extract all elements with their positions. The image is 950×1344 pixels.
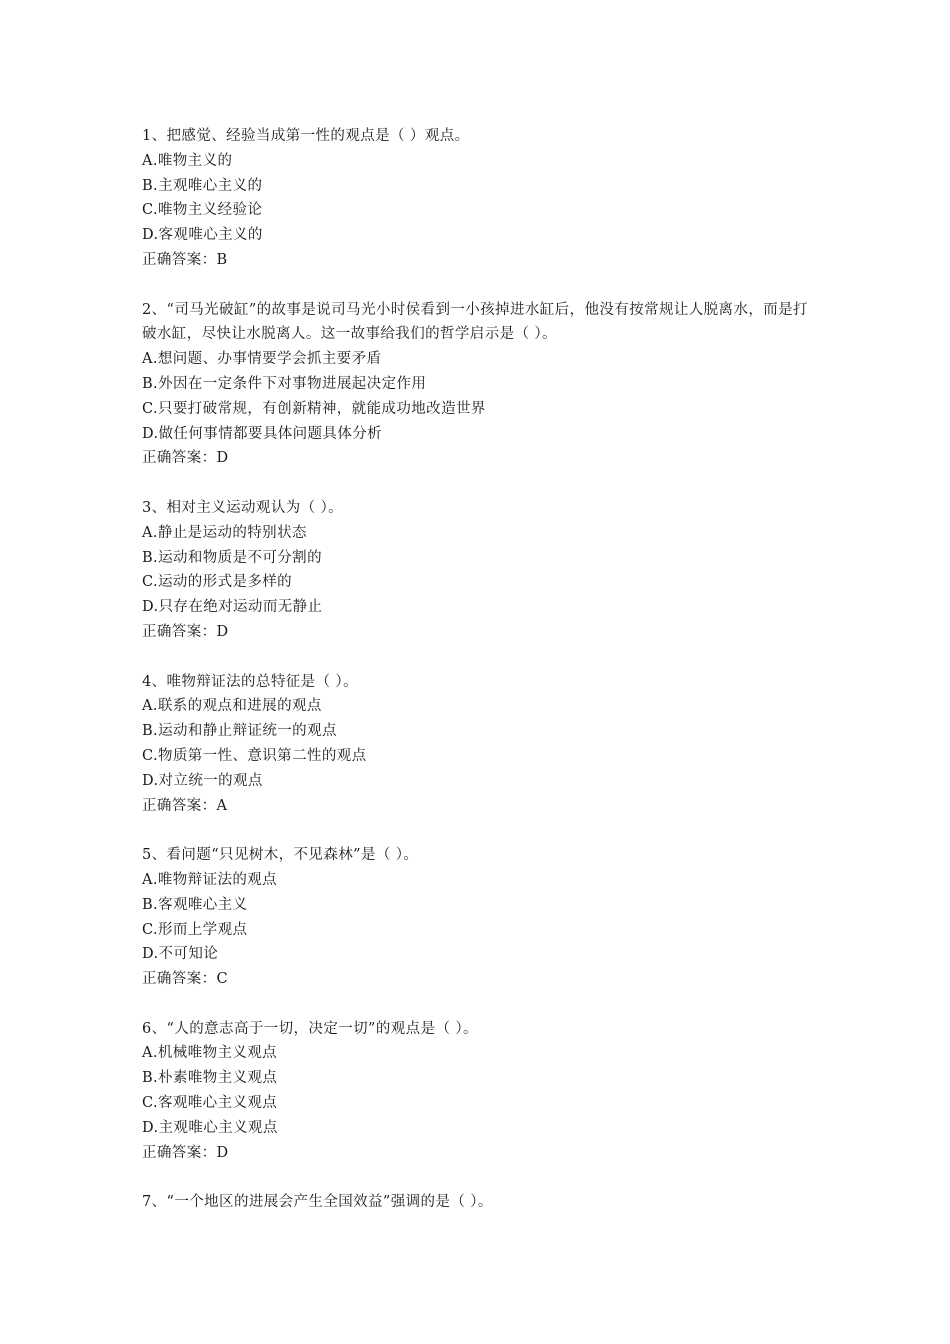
option-c: C.形而上学观点 xyxy=(142,921,248,938)
question-stem: 3、相对主义运动观认为（ ）。 xyxy=(142,499,344,516)
question-stem: 4、唯物辩证法的总特征是（ ）。 xyxy=(142,673,358,690)
option-c: C.只要打破常规，有创新精神，就能成功地改造世界 xyxy=(142,400,486,417)
option-c: C.客观唯心主义观点 xyxy=(142,1095,278,1112)
option-b: B.运动和静止辩证统一的观点 xyxy=(142,723,337,740)
option-d: D.客观唯心主义的 xyxy=(142,227,263,244)
question-5 xyxy=(142,843,822,992)
correct-answer: 正确答案：D xyxy=(142,623,229,640)
question-7 xyxy=(142,1190,822,1215)
option-c: C.物质第一性、意识第二性的观点 xyxy=(142,747,367,764)
option-d: D.只存在绝对运动而无静止 xyxy=(142,599,323,616)
question-list xyxy=(142,124,822,1240)
question-stem: 6、“人的意志高于一切，决定一切”的观点是（ ）。 xyxy=(142,1020,478,1037)
question-stem: 1、把感觉、经验当成第一性的观点是（ ）观点。 xyxy=(142,128,470,144)
question-2 xyxy=(142,298,822,472)
question-4 xyxy=(142,670,822,819)
option-a: A.想问题、办事情要学会抓主要矛盾 xyxy=(142,351,382,368)
correct-answer: 正确答案：D xyxy=(142,450,229,467)
correct-answer: 正确答案：B xyxy=(142,251,228,268)
option-d: D.主观唯心主义观点 xyxy=(142,1119,278,1136)
question-1 xyxy=(142,124,822,273)
question-stem: 2、“司马光破缸”的故事是说司马光小时侯看到一小孩掉进水缸后，他没有按常规让人脱离水，而是打破水缸，尽快让水脱离人。这一故事给我们的哲学启示是（ ）。 xyxy=(142,301,808,343)
question-stem: 5、看问题“只见树木，不见森林”是（ ）。 xyxy=(142,847,419,864)
option-b: B.外因在一定条件下对事物进展起决定作用 xyxy=(142,375,427,392)
option-c: C.唯物主义经验论 xyxy=(142,202,263,219)
option-c: C.运动的形式是多样的 xyxy=(142,574,293,591)
question-3 xyxy=(142,496,822,645)
option-d: D.对立统一的观点 xyxy=(142,772,263,789)
option-a: A.唯物辩证法的观点 xyxy=(142,871,278,888)
question-stem: 7、“一个地区的进展会产生全国效益”强调的是（ ）。 xyxy=(142,1194,493,1211)
option-b: B.客观唯心主义 xyxy=(142,896,248,913)
question-6 xyxy=(142,1017,822,1166)
option-a: A.唯物主义的 xyxy=(142,152,233,169)
option-a: A.静止是运动的特别状态 xyxy=(142,524,307,541)
correct-answer: 正确答案：D xyxy=(142,1144,229,1161)
option-b: B.朴素唯物主义观点 xyxy=(142,1070,278,1087)
option-d: D.不可知论 xyxy=(142,946,219,963)
option-b: B.运动和物质是不可分割的 xyxy=(142,549,322,566)
correct-answer: 正确答案：A xyxy=(142,797,228,814)
correct-answer: 正确答案：C xyxy=(142,971,228,988)
option-b: B.主观唯心主义的 xyxy=(142,177,263,194)
option-a: A.联系的观点和进展的观点 xyxy=(142,698,322,715)
option-d: D.做任何事情都要具体问题具体分析 xyxy=(142,425,383,442)
option-a: A.机械唯物主义观点 xyxy=(142,1045,278,1062)
